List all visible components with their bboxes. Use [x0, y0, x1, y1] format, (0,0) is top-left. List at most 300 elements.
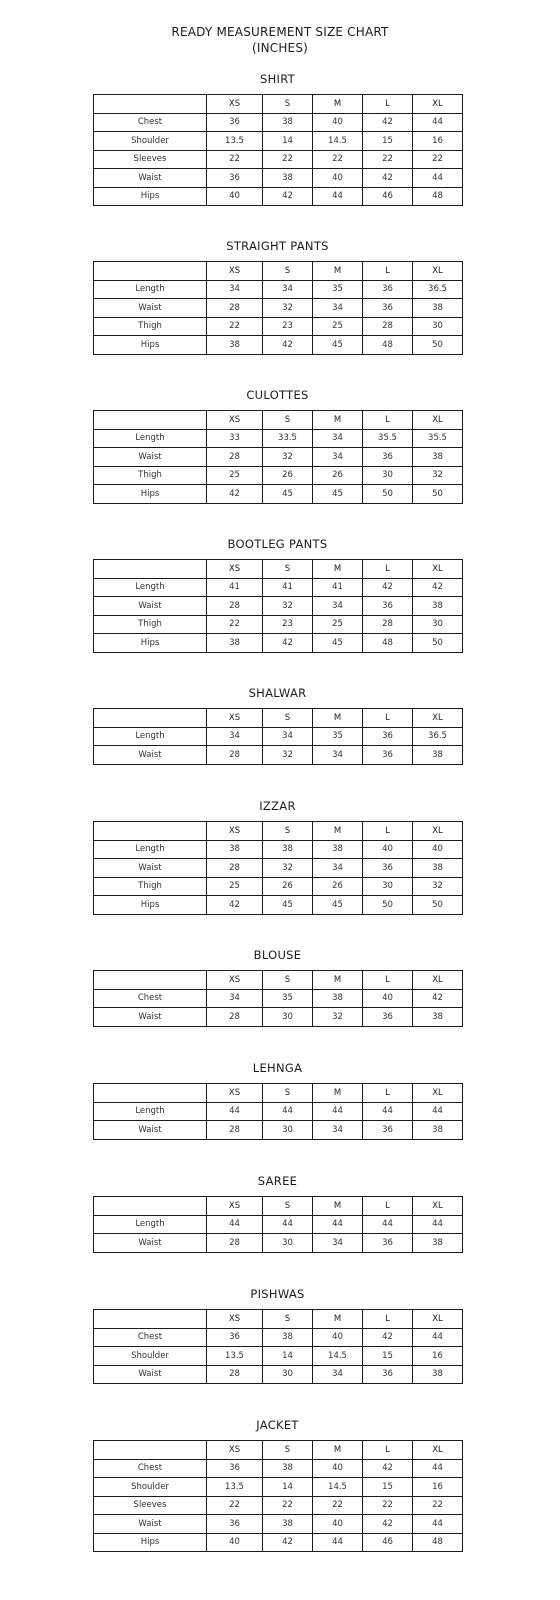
measurement-value: 46 — [363, 1533, 413, 1552]
measurement-value: 42 — [413, 578, 463, 597]
table-row — [94, 1347, 463, 1366]
size-header-cell: XL — [413, 262, 463, 281]
table-row — [94, 169, 463, 188]
measurement-label: Length — [94, 1102, 207, 1121]
measurement-value: 13.5 — [207, 1478, 263, 1497]
measurement-value: 36 — [363, 597, 413, 616]
header-corner-cell — [94, 262, 207, 281]
header-corner-cell — [94, 709, 207, 728]
measurement-value: 16 — [413, 132, 463, 151]
size-header-cell: XS — [207, 1084, 263, 1103]
measurement-label: Hips — [94, 485, 207, 504]
measurement-value: 46 — [363, 187, 413, 206]
size-header-cell: M — [313, 95, 363, 114]
header-corner-cell — [94, 1441, 207, 1460]
table-header-row — [94, 262, 463, 281]
table-header-row — [94, 1197, 463, 1216]
measurement-value: 13.5 — [207, 132, 263, 151]
size-header-cell: S — [263, 822, 313, 841]
measurement-value: 28 — [207, 1234, 263, 1253]
measurement-value: 35 — [313, 727, 363, 746]
measurement-value: 30 — [363, 877, 413, 896]
size-header-cell: S — [263, 1310, 313, 1329]
size-table — [93, 94, 463, 206]
measurement-value: 40 — [363, 840, 413, 859]
size-header-cell: M — [313, 411, 363, 430]
size-header-cell: L — [363, 95, 413, 114]
measurement-value: 34 — [207, 727, 263, 746]
size-header-cell: XL — [413, 709, 463, 728]
size-header-cell: XS — [207, 95, 263, 114]
header-corner-cell — [94, 1084, 207, 1103]
measurement-label: Hips — [94, 1533, 207, 1552]
table-row — [94, 429, 463, 448]
measurement-value: 38 — [413, 1365, 463, 1384]
measurement-value: 44 — [413, 1328, 463, 1347]
section-title: SAREE — [257, 1174, 298, 1188]
measurement-value: 14.5 — [313, 132, 363, 151]
measurement-value: 45 — [263, 485, 313, 504]
measurement-value: 41 — [313, 578, 363, 597]
section-title: IZZAR — [259, 799, 296, 813]
measurement-label: Hips — [94, 336, 207, 355]
measurement-value: 38 — [207, 634, 263, 653]
table-row — [94, 578, 463, 597]
measurement-value: 36 — [363, 299, 413, 318]
measurement-value: 38 — [413, 1234, 463, 1253]
measurement-value: 42 — [363, 1515, 413, 1534]
table-header-row — [94, 709, 463, 728]
measurement-value: 38 — [413, 1121, 463, 1140]
size-header-cell: M — [313, 709, 363, 728]
measurement-value: 26 — [263, 466, 313, 485]
section-title: SHALWAR — [248, 686, 307, 700]
measurement-value: 44 — [263, 1102, 313, 1121]
measurement-value: 34 — [313, 299, 363, 318]
section-title: BLOUSE — [253, 948, 302, 962]
size-header-cell: L — [363, 709, 413, 728]
measurement-value: 36 — [363, 746, 413, 765]
size-table — [93, 1309, 463, 1384]
size-header-cell: XS — [207, 1310, 263, 1329]
header-corner-cell — [94, 1197, 207, 1216]
measurement-value: 30 — [263, 1121, 313, 1140]
header-corner-cell — [94, 1310, 207, 1329]
measurement-label: Shoulder — [94, 1478, 207, 1497]
measurement-value: 42 — [263, 336, 313, 355]
measurement-value: 50 — [413, 336, 463, 355]
measurement-value: 40 — [313, 1459, 363, 1478]
measurement-label: Shoulder — [94, 1347, 207, 1366]
measurement-value: 25 — [207, 466, 263, 485]
measurement-value: 38 — [263, 169, 313, 188]
size-header-cell: XL — [413, 560, 463, 579]
size-header-cell: M — [313, 560, 363, 579]
table-row — [94, 746, 463, 765]
measurement-value: 36 — [207, 169, 263, 188]
size-header-cell: S — [263, 709, 313, 728]
size-header-cell: XS — [207, 560, 263, 579]
measurement-label: Sleeves — [94, 1496, 207, 1515]
table-row — [94, 1515, 463, 1534]
measurement-value: 42 — [363, 578, 413, 597]
size-header-cell: L — [363, 971, 413, 990]
measurement-value: 44 — [207, 1215, 263, 1234]
measurement-value: 36 — [363, 859, 413, 878]
size-header-cell: L — [363, 822, 413, 841]
size-header-cell: S — [263, 95, 313, 114]
size-header-cell: L — [363, 411, 413, 430]
measurement-value: 28 — [207, 597, 263, 616]
measurement-value: 38 — [263, 1459, 313, 1478]
measurement-value: 40 — [207, 1533, 263, 1552]
size-header-cell: M — [313, 1441, 363, 1460]
table-row — [94, 840, 463, 859]
size-table — [93, 1083, 463, 1140]
size-table — [93, 970, 463, 1027]
measurement-value: 34 — [313, 859, 363, 878]
measurement-value: 38 — [207, 840, 263, 859]
measurement-value: 42 — [363, 1328, 413, 1347]
size-header-cell: XS — [207, 1441, 263, 1460]
measurement-value: 40 — [313, 1328, 363, 1347]
measurement-value: 38 — [263, 1515, 313, 1534]
table-row — [94, 317, 463, 336]
header-corner-cell — [94, 971, 207, 990]
table-header-row — [94, 1441, 463, 1460]
measurement-value: 22 — [413, 1496, 463, 1515]
measurement-value: 44 — [363, 1102, 413, 1121]
size-header-cell: S — [263, 560, 313, 579]
measurement-value: 16 — [413, 1478, 463, 1497]
size-table — [93, 1196, 463, 1253]
header-corner-cell — [94, 560, 207, 579]
header-corner-cell — [94, 822, 207, 841]
measurement-value: 34 — [207, 989, 263, 1008]
measurement-value: 32 — [263, 859, 313, 878]
measurement-value: 40 — [313, 169, 363, 188]
size-header-cell: S — [263, 262, 313, 281]
size-header-cell: L — [363, 1084, 413, 1103]
size-header-cell: XL — [413, 1197, 463, 1216]
table-row — [94, 150, 463, 169]
measurement-value: 28 — [207, 746, 263, 765]
measurement-value: 38 — [413, 299, 463, 318]
measurement-value: 42 — [363, 113, 413, 132]
measurement-label: Waist — [94, 448, 207, 467]
table-row — [94, 877, 463, 896]
table-row — [94, 466, 463, 485]
size-table — [93, 708, 463, 765]
measurement-value: 36 — [363, 1008, 413, 1027]
measurement-value: 14.5 — [313, 1478, 363, 1497]
measurement-value: 22 — [207, 615, 263, 634]
size-header-cell: M — [313, 1084, 363, 1103]
measurement-value: 38 — [413, 1008, 463, 1027]
measurement-value: 34 — [313, 1365, 363, 1384]
measurement-value: 44 — [413, 169, 463, 188]
section-title: SHIRT — [259, 72, 296, 86]
measurement-value: 40 — [413, 840, 463, 859]
measurement-label: Sleeves — [94, 150, 207, 169]
section-title: BOOTLEG PANTS — [227, 537, 328, 551]
measurement-value: 13.5 — [207, 1347, 263, 1366]
table-row — [94, 727, 463, 746]
measurement-value: 16 — [413, 1347, 463, 1366]
measurement-value: 45 — [263, 896, 313, 915]
section-title: LEHNGA — [252, 1061, 303, 1075]
size-header-cell: XS — [207, 1197, 263, 1216]
table-row — [94, 1328, 463, 1347]
section-title: CULOTTES — [246, 388, 309, 402]
measurement-value: 36 — [207, 1328, 263, 1347]
measurement-value: 44 — [413, 113, 463, 132]
measurement-value: 44 — [313, 187, 363, 206]
measurement-value: 22 — [207, 150, 263, 169]
measurement-value: 44 — [413, 1102, 463, 1121]
size-header-cell: XL — [413, 1084, 463, 1103]
table-header-row — [94, 971, 463, 990]
table-row — [94, 1102, 463, 1121]
table-row — [94, 597, 463, 616]
measurement-value: 50 — [363, 896, 413, 915]
measurement-label: Waist — [94, 859, 207, 878]
measurement-value: 14.5 — [313, 1347, 363, 1366]
measurement-value: 28 — [207, 1365, 263, 1384]
measurement-value: 42 — [363, 169, 413, 188]
table-row — [94, 1008, 463, 1027]
table-row — [94, 1215, 463, 1234]
measurement-value: 38 — [413, 859, 463, 878]
measurement-value: 50 — [413, 896, 463, 915]
table-header-row — [94, 822, 463, 841]
measurement-value: 50 — [413, 634, 463, 653]
measurement-value: 14 — [263, 1347, 313, 1366]
table-row — [94, 615, 463, 634]
page-title-line-1: READY MEASUREMENT SIZE CHART — [171, 25, 389, 39]
measurement-value: 45 — [313, 634, 363, 653]
measurement-value: 22 — [207, 1496, 263, 1515]
measurement-value: 42 — [413, 989, 463, 1008]
measurement-label: Waist — [94, 1008, 207, 1027]
measurement-value: 32 — [263, 299, 313, 318]
size-table — [93, 559, 463, 653]
measurement-value: 15 — [363, 1347, 413, 1366]
measurement-value: 44 — [413, 1459, 463, 1478]
measurement-value: 42 — [363, 1459, 413, 1478]
size-header-cell: L — [363, 1310, 413, 1329]
measurement-value: 48 — [363, 634, 413, 653]
measurement-value: 36 — [363, 1365, 413, 1384]
measurement-value: 35 — [313, 280, 363, 299]
measurement-value: 32 — [263, 448, 313, 467]
measurement-value: 26 — [313, 877, 363, 896]
measurement-value: 22 — [363, 1496, 413, 1515]
measurement-value: 36 — [207, 1459, 263, 1478]
measurement-value: 28 — [207, 299, 263, 318]
measurement-value: 44 — [207, 1102, 263, 1121]
measurement-value: 25 — [207, 877, 263, 896]
measurement-value: 22 — [363, 150, 413, 169]
section-title: STRAIGHT PANTS — [226, 239, 329, 253]
measurement-label: Length — [94, 429, 207, 448]
measurement-value: 32 — [413, 466, 463, 485]
measurement-value: 34 — [207, 280, 263, 299]
measurement-label: Length — [94, 727, 207, 746]
measurement-value: 22 — [207, 317, 263, 336]
measurement-value: 30 — [363, 466, 413, 485]
measurement-label: Hips — [94, 896, 207, 915]
size-header-cell: XL — [413, 95, 463, 114]
measurement-label: Length — [94, 840, 207, 859]
size-header-cell: S — [263, 1197, 313, 1216]
size-table — [93, 1440, 463, 1552]
table-row — [94, 448, 463, 467]
table-header-row — [94, 411, 463, 430]
table-row — [94, 1533, 463, 1552]
measurement-label: Waist — [94, 1121, 207, 1140]
measurement-value: 41 — [207, 578, 263, 597]
size-header-cell: XL — [413, 822, 463, 841]
size-header-cell: L — [363, 1441, 413, 1460]
measurement-label: Waist — [94, 746, 207, 765]
header-corner-cell — [94, 95, 207, 114]
measurement-label: Chest — [94, 1459, 207, 1478]
size-header-cell: XL — [413, 1441, 463, 1460]
measurement-value: 32 — [413, 877, 463, 896]
table-row — [94, 336, 463, 355]
table-row — [94, 989, 463, 1008]
measurement-value: 36 — [363, 280, 413, 299]
measurement-value: 48 — [413, 1533, 463, 1552]
measurement-value: 36.5 — [413, 280, 463, 299]
table-row — [94, 1459, 463, 1478]
measurement-value: 38 — [313, 840, 363, 859]
measurement-value: 38 — [263, 1328, 313, 1347]
size-table — [93, 821, 463, 915]
measurement-value: 42 — [263, 1533, 313, 1552]
measurement-value: 23 — [263, 615, 313, 634]
measurement-value: 42 — [263, 187, 313, 206]
measurement-value: 40 — [313, 113, 363, 132]
measurement-value: 26 — [263, 877, 313, 896]
measurement-value: 22 — [313, 1496, 363, 1515]
measurement-value: 36 — [207, 1515, 263, 1534]
table-row — [94, 1365, 463, 1384]
measurement-value: 44 — [263, 1215, 313, 1234]
measurement-value: 32 — [263, 597, 313, 616]
measurement-value: 30 — [413, 317, 463, 336]
measurement-value: 45 — [313, 485, 363, 504]
measurement-value: 28 — [207, 1121, 263, 1140]
measurement-value: 48 — [413, 187, 463, 206]
page-title — [0, 24, 560, 56]
measurement-value: 30 — [263, 1008, 313, 1027]
measurement-value: 14 — [263, 132, 313, 151]
measurement-label: Waist — [94, 597, 207, 616]
measurement-value: 22 — [263, 150, 313, 169]
measurement-label: Length — [94, 1215, 207, 1234]
measurement-label: Waist — [94, 1365, 207, 1384]
table-header-row — [94, 560, 463, 579]
size-header-cell: XL — [413, 411, 463, 430]
measurement-label: Waist — [94, 1234, 207, 1253]
table-row — [94, 485, 463, 504]
measurement-value: 22 — [263, 1496, 313, 1515]
measurement-value: 40 — [363, 989, 413, 1008]
measurement-label: Length — [94, 578, 207, 597]
measurement-value: 44 — [313, 1533, 363, 1552]
measurement-label: Shoulder — [94, 132, 207, 151]
measurement-value: 15 — [363, 1478, 413, 1497]
measurement-label: Chest — [94, 989, 207, 1008]
measurement-value: 28 — [363, 615, 413, 634]
measurement-value: 44 — [363, 1215, 413, 1234]
measurement-label: Length — [94, 280, 207, 299]
size-header-cell: XL — [413, 971, 463, 990]
measurement-value: 22 — [413, 150, 463, 169]
measurement-value: 34 — [313, 429, 363, 448]
measurement-label: Chest — [94, 1328, 207, 1347]
table-row — [94, 1121, 463, 1140]
measurement-value: 25 — [313, 615, 363, 634]
table-row — [94, 1234, 463, 1253]
measurement-value: 34 — [313, 746, 363, 765]
header-corner-cell — [94, 411, 207, 430]
measurement-value: 44 — [313, 1215, 363, 1234]
measurement-value: 23 — [263, 317, 313, 336]
measurement-value: 38 — [263, 113, 313, 132]
measurement-value: 35.5 — [363, 429, 413, 448]
measurement-value: 34 — [263, 727, 313, 746]
measurement-value: 50 — [363, 485, 413, 504]
size-header-cell: S — [263, 971, 313, 990]
table-row — [94, 896, 463, 915]
size-table — [93, 410, 463, 504]
measurement-value: 48 — [363, 336, 413, 355]
measurement-value: 42 — [263, 634, 313, 653]
measurement-value: 38 — [263, 840, 313, 859]
measurement-value: 36 — [363, 448, 413, 467]
measurement-label: Waist — [94, 169, 207, 188]
measurement-value: 45 — [313, 896, 363, 915]
measurement-label: Thigh — [94, 317, 207, 336]
table-row — [94, 187, 463, 206]
measurement-value: 38 — [207, 336, 263, 355]
measurement-label: Thigh — [94, 877, 207, 896]
measurement-value: 28 — [207, 1008, 263, 1027]
size-header-cell: M — [313, 262, 363, 281]
measurement-value: 15 — [363, 132, 413, 151]
table-row — [94, 299, 463, 318]
table-header-row — [94, 1084, 463, 1103]
measurement-value: 40 — [313, 1515, 363, 1534]
measurement-value: 45 — [313, 336, 363, 355]
table-header-row — [94, 95, 463, 114]
measurement-label: Hips — [94, 187, 207, 206]
section-title: PISHWAS — [250, 1287, 305, 1301]
measurement-value: 30 — [263, 1365, 313, 1384]
measurement-label: Waist — [94, 299, 207, 318]
size-header-cell: XS — [207, 709, 263, 728]
measurement-value: 35 — [263, 989, 313, 1008]
measurement-value: 28 — [207, 448, 263, 467]
measurement-value: 34 — [313, 448, 363, 467]
measurement-value: 33 — [207, 429, 263, 448]
size-header-cell: L — [363, 262, 413, 281]
measurement-label: Hips — [94, 634, 207, 653]
measurement-value: 30 — [263, 1234, 313, 1253]
